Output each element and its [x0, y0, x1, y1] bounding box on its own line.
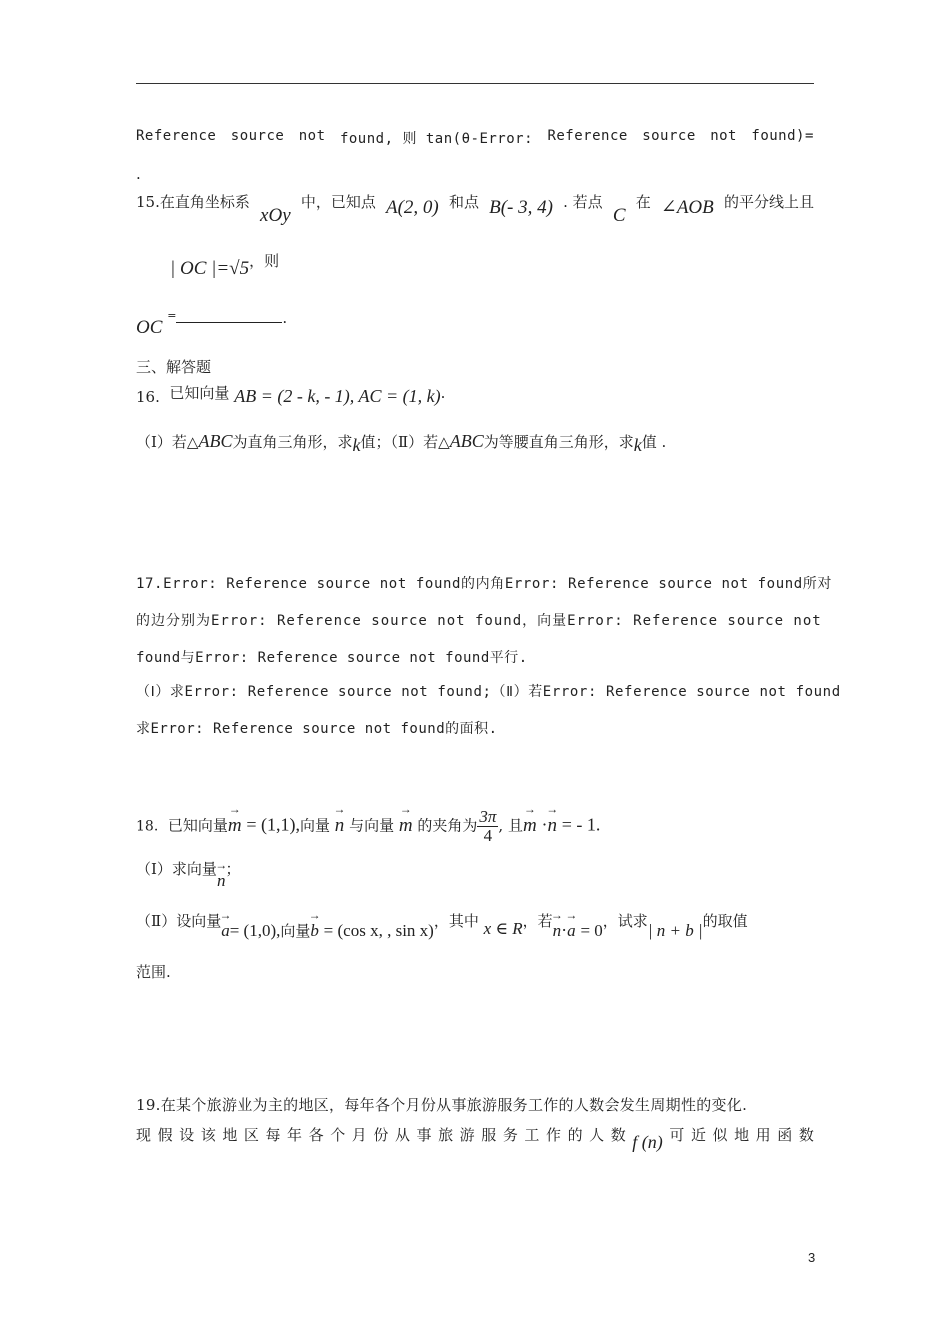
q19-char: 每 — [265, 1126, 281, 1144]
q19-char: 份 — [373, 1126, 389, 1144]
q15-line1 — [136, 193, 814, 226]
q18-math: = (cos x, , sin x) — [323, 921, 434, 940]
q19-char: 作 — [545, 1126, 561, 1144]
vector-n: → n — [547, 815, 557, 837]
q18-text: ； — [225, 860, 241, 878]
q19-char: 现 — [136, 1126, 152, 1144]
vector-m: → m — [523, 815, 537, 837]
q17-line2: 的边分别为Error: Reference source not found，向量Error: Reference source not — [136, 613, 822, 629]
vector-a: → a — [567, 921, 576, 941]
q16-text: 为直角三角形，求 — [232, 433, 353, 451]
q19-char: 旅 — [438, 1126, 454, 1144]
q15-text: 在 — [635, 193, 651, 211]
q15-end: . — [282, 309, 288, 327]
q19-char: 事 — [416, 1126, 432, 1144]
q19-char: 月 — [351, 1126, 367, 1144]
q19-char: 服 — [481, 1126, 497, 1144]
q16-text: （Ⅰ）若△ — [136, 433, 199, 451]
q19-char: 可 — [669, 1126, 685, 1144]
q19-char: 数 — [798, 1126, 814, 1144]
vector-n: → n — [217, 871, 226, 891]
q18-part2-end: 范围. — [136, 963, 171, 981]
q18-part1 — [136, 858, 241, 890]
vector-b: → b — [310, 921, 319, 941]
q17-line1: 17.Error: Reference source not found的内角Error: Reference source not found所对 — [136, 576, 832, 592]
q16-text: 值；（Ⅱ）若△ — [360, 433, 450, 451]
q18-math: = - 1. — [561, 814, 601, 835]
vector-a: → a — [221, 921, 230, 941]
q14-line2: . — [136, 165, 141, 183]
q16-math: AB = (2 - k, - 1), AC = (1, k) — [234, 386, 441, 406]
section-heading: 三、解答题 — [136, 358, 212, 376]
q15-math-c: C — [612, 205, 626, 226]
q19-char: 的 — [567, 1126, 583, 1144]
q16-text: 为等腰直角三角形，求 — [483, 433, 634, 451]
q15-math-angle: ∠AOB — [660, 197, 714, 218]
q16-dot: · — [440, 388, 446, 406]
q15-answer-line — [136, 307, 288, 338]
q18-text: ，其中 — [433, 912, 479, 930]
q18-abs-expr: | n + b | — [647, 921, 703, 940]
q18-part2: （Ⅱ）设向量→ a= (1,0),向量→ b = (cos x, , sin x)，其中 x ∈ R，若→ n·→ a = 0，试求| n + b |的取值 — [136, 910, 748, 931]
q18-text: ，若 — [522, 912, 553, 930]
q19-line1: 19.在某个旅游业为主的地区，每年各个月份从事旅游服务工作的人数会发生周期性的变化. — [136, 1096, 748, 1114]
q15-line2 — [170, 252, 280, 280]
q14-word: Reference — [136, 128, 217, 144]
q19-char: 个 — [330, 1126, 346, 1144]
q19-char: 设 — [179, 1126, 195, 1144]
q18-math: x ∈ R — [483, 919, 523, 938]
q18-text: 向量 — [299, 816, 330, 835]
q19-char: 各 — [308, 1126, 324, 1144]
page-number: 3 — [808, 1250, 816, 1265]
q16-k: k — [352, 435, 361, 455]
q19-line2 — [136, 1124, 814, 1152]
q15-answer-blank — [176, 308, 282, 323]
q19-char: 地 — [734, 1126, 750, 1144]
q19-char: 工 — [524, 1126, 540, 1144]
q16-text: 值 . — [641, 433, 667, 451]
q19-char: 地 — [222, 1126, 238, 1144]
q19-char: 从 — [394, 1126, 410, 1144]
q18-text: 与向量 — [349, 816, 395, 835]
q14-word: not — [298, 128, 326, 144]
q16-line2 — [136, 431, 667, 455]
q19-char: 数 — [610, 1126, 626, 1144]
q18-math: = 0 — [580, 921, 603, 940]
q15-number: 15. — [136, 193, 160, 211]
q14-word: found)= — [751, 128, 814, 144]
q15-math-a: A(2, 0) — [386, 197, 439, 218]
q14-word: not — [710, 128, 737, 144]
q15-text: 在直角坐标系 — [159, 193, 250, 211]
q17-line5: 求Error: Reference source not found的面积. — [136, 721, 498, 737]
q15-text: ，则 — [249, 252, 280, 270]
q15-text: 的平分线上且 — [723, 193, 814, 211]
header-rule — [136, 83, 814, 84]
vector-n: → n — [335, 815, 345, 837]
q15-text: 中，已知点 — [300, 193, 376, 211]
q18-line1: 18. 已知向量→ m = (1,1),向量 → n 与向量 → m 的夹角为 $\frac{3\pi}{4}$ , 且→ m ·→ n = - 1. — [136, 808, 600, 845]
q18-text: 的取值 — [702, 912, 748, 930]
q19-function: f (n) — [632, 1132, 663, 1152]
q16-text: 已知向量 — [169, 384, 230, 402]
q15-eq: = — [167, 309, 177, 322]
q14-word: source — [230, 128, 285, 144]
q19-char: 年 — [287, 1126, 303, 1144]
q18-text: 向量 — [280, 922, 311, 940]
q18-text: （Ⅱ）设向量 — [136, 912, 222, 930]
q16-line1 — [136, 386, 445, 407]
q19-char: 人 — [589, 1126, 605, 1144]
frac-numerator: 3π — [479, 807, 497, 826]
q18-text: （Ⅰ）求向量 — [136, 860, 217, 878]
q17-line3: found与Error: Reference source not found平行. — [136, 650, 528, 666]
q16-abc: ABC — [198, 431, 233, 451]
q15-math-xoy: xOy — [260, 205, 291, 226]
q16-number: 16. — [136, 388, 160, 406]
q16-abc: ABC — [449, 431, 484, 451]
q18-math: = (1,1), — [246, 814, 300, 835]
q19-char: 函 — [777, 1126, 793, 1144]
q19-char: 游 — [459, 1126, 475, 1144]
q18-number: 18. — [136, 818, 159, 835]
q18-math: = (1,0), — [229, 921, 281, 940]
q18-text: , 且 — [498, 816, 523, 835]
q16-k: k — [633, 435, 642, 455]
q14-line1 — [136, 128, 814, 148]
q18-text: ，试求 — [602, 912, 648, 930]
q15-text: . 若点 — [563, 193, 603, 211]
q19-char: 务 — [502, 1126, 518, 1144]
q14-word: found, 则 tan(θ-Error: — [339, 131, 534, 147]
q19-char: 用 — [755, 1126, 771, 1144]
q15-text: 和点 — [448, 193, 479, 211]
q15-oc-label: OC — [136, 317, 163, 338]
frac-denominator: 4 — [483, 826, 493, 845]
vector-m: → m — [399, 815, 413, 837]
q15-math-b: B(- 3, 4) — [489, 197, 553, 218]
q15-condition: | OC |=√5 — [170, 258, 250, 279]
q18-fraction — [477, 808, 498, 845]
q14-word: Reference — [547, 128, 628, 144]
q19-char: 区 — [243, 1126, 259, 1144]
q19-char: 近 — [690, 1126, 706, 1144]
q18-text: 的夹角为 — [417, 816, 478, 835]
q19-char: 该 — [200, 1126, 216, 1144]
vector-m: → m — [228, 815, 242, 837]
q17-line4: （Ⅰ）求Error: Reference source not found;（Ⅱ）若Error: Reference source not found — [136, 684, 841, 700]
q19-char: 似 — [712, 1126, 728, 1144]
q14-word: source — [642, 128, 696, 144]
q18-text: 已知向量 — [167, 816, 228, 835]
vector-n: → n — [553, 921, 562, 941]
q19-char: 假 — [157, 1126, 173, 1144]
